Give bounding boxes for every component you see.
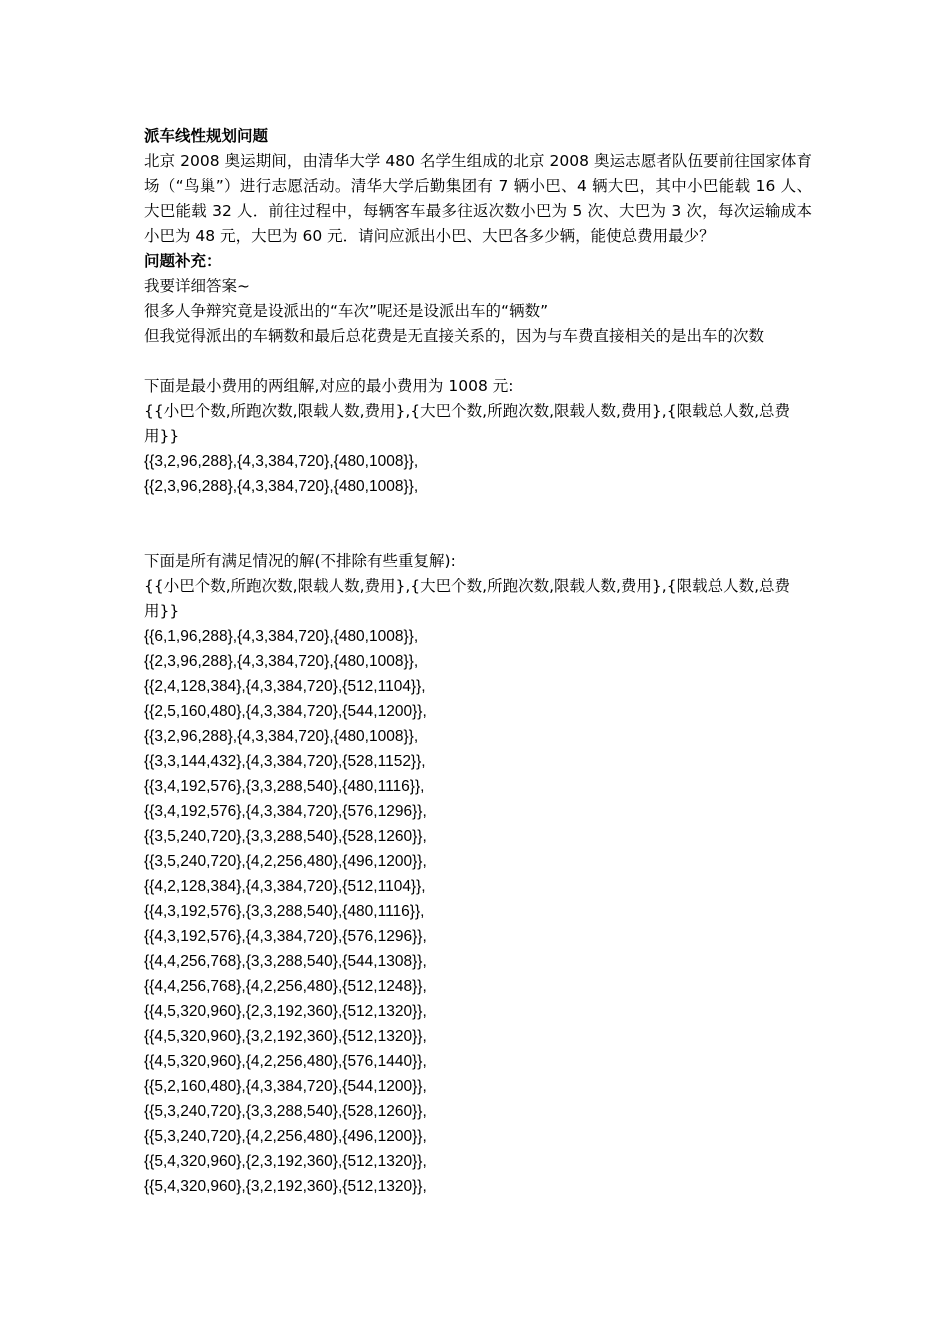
- min-cost-intro: 下面是最小费用的两组解,对应的最小费用为 1008 元:: [144, 377, 514, 395]
- solution-row: {{6,1,96,288},{4,3,384,720},{480,1008}},: [144, 628, 419, 645]
- blank-line: [144, 349, 812, 374]
- supplement-heading: 问题补充：: [144, 252, 222, 270]
- problem-statement: 北京 2008 奥运期间，由清华大学 480 名学生组成的北京 2008 奥运志愿者队伍要前往国家体育场（“鸟巢”）进行志愿活动。清华大学后勤集团有 7 辆小巴、4 辆大巴，其中小巴能载 16 人、大巴能载 32 人．前往过程中，每辆客车最多往返次数小巴为 5 次、大巴为 3 次，每次运输成本小巴为 48 元，大巴为 60 元．请问应派出小巴、大巴各多少辆，能使总费用最少？: [144, 152, 812, 245]
- document-page: [144, 124, 812, 1199]
- solution-row: {{3,2,96,288},{4,3,384,720},{480,1008}},: [144, 728, 419, 745]
- solution-row: {{5,4,320,960},{2,3,192,360},{512,1320}},: [144, 1153, 427, 1170]
- solution-row: {{4,2,128,384},{4,3,384,720},{512,1104}},: [144, 878, 426, 895]
- supplement-line: 很多人争辩究竟是设派出的“车次”呢还是设派出车的“辆数”: [144, 302, 549, 320]
- solution-row: {{5,4,320,960},{3,2,192,360},{512,1320}},: [144, 1178, 427, 1195]
- all-solutions-format: {{小巴个数,所跑次数,限载人数,费用},{大巴个数,所跑次数,限载人数,费用},{限载总人数,总费用}}: [144, 577, 791, 620]
- solution-row: {{4,3,192,576},{3,3,288,540},{480,1116}},: [144, 903, 425, 920]
- solution-row: {{4,4,256,768},{4,2,256,480},{512,1248}},: [144, 978, 427, 995]
- min-solution-row: {{3,2,96,288},{4,3,384,720},{480,1008}},: [144, 453, 419, 470]
- solution-row: {{4,5,320,960},{3,2,192,360},{512,1320}},: [144, 1028, 427, 1045]
- opinion-text: 但我觉得派出的车辆数和最后总花费是无直接关系的，因为与车费直接相关的是出车的次数: [144, 327, 765, 345]
- supplement-line: 我要详细答案~: [144, 277, 250, 295]
- solution-row: {{5,3,240,720},{4,2,256,480},{496,1200}},: [144, 1128, 427, 1145]
- solution-row: {{2,5,160,480},{4,3,384,720},{544,1200}},: [144, 703, 427, 720]
- all-solutions-list: [144, 624, 812, 1199]
- blank-line: [144, 524, 812, 549]
- document-title: 派车线性规划问题: [144, 127, 269, 145]
- solution-row: {{4,3,192,576},{4,3,384,720},{576,1296}},: [144, 928, 427, 945]
- solution-row: {{4,5,320,960},{4,2,256,480},{576,1440}},: [144, 1053, 427, 1070]
- all-solutions-intro: 下面是所有满足情况的解(不排除有些重复解):: [144, 552, 456, 570]
- solution-row: {{3,5,240,720},{3,3,288,540},{528,1260}},: [144, 828, 427, 845]
- solution-row: {{3,4,192,576},{3,3,288,540},{480,1116}},: [144, 778, 425, 795]
- min-cost-format: {{小巴个数,所跑次数,限载人数,费用},{大巴个数,所跑次数,限载人数,费用},{限载总人数,总费用}}: [144, 402, 791, 445]
- solution-row: {{4,4,256,768},{3,3,288,540},{544,1308}},: [144, 953, 427, 970]
- solution-row: {{5,3,240,720},{3,3,288,540},{528,1260}},: [144, 1103, 427, 1120]
- solution-row: {{3,4,192,576},{4,3,384,720},{576,1296}},: [144, 803, 427, 820]
- solution-row: {{3,5,240,720},{4,2,256,480},{496,1200}},: [144, 853, 427, 870]
- solution-row: {{3,3,144,432},{4,3,384,720},{528,1152}},: [144, 753, 426, 770]
- solution-row: {{4,5,320,960},{2,3,192,360},{512,1320}},: [144, 1003, 427, 1020]
- blank-line: [144, 499, 812, 524]
- min-solution-row: {{2,3,96,288},{4,3,384,720},{480,1008}},: [144, 478, 419, 495]
- solution-row: {{2,4,128,384},{4,3,384,720},{512,1104}},: [144, 678, 426, 695]
- solution-row: {{2,3,96,288},{4,3,384,720},{480,1008}},: [144, 653, 419, 670]
- solution-row: {{5,2,160,480},{4,3,384,720},{544,1200}},: [144, 1078, 427, 1095]
